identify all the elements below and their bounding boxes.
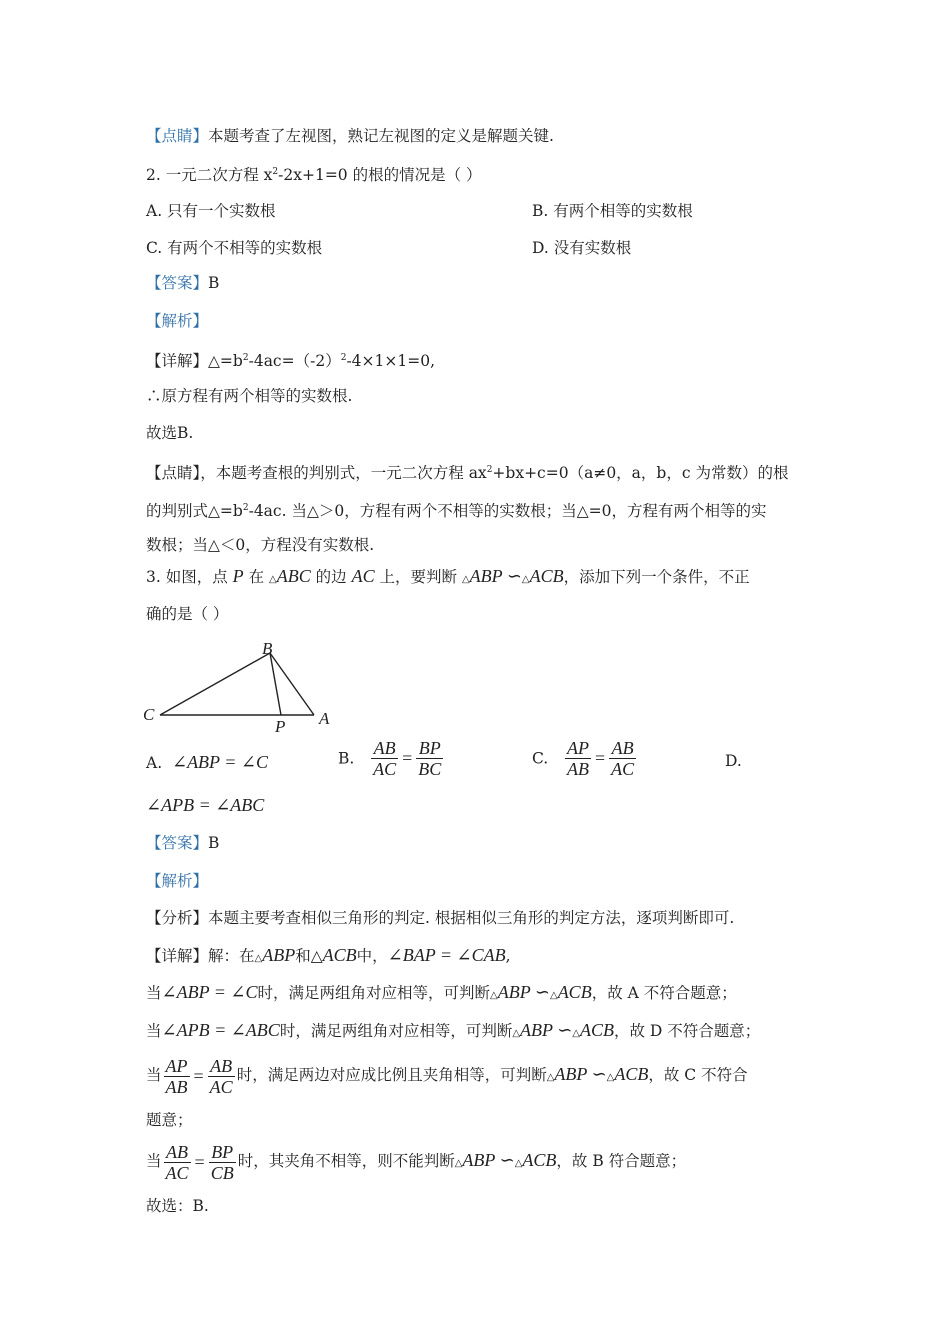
label-p: P: [275, 717, 286, 736]
point-note-1: 【点睛】本题考查了左视图，熟记左视图的定义是解题关键.: [146, 127, 554, 145]
q3-detail-2: 当∠ABP = ∠C时，满足两组角对应相等，可判断△ABP ∽△ACB，故 A 不符合题意；: [146, 982, 737, 1002]
q2-stem: 2. 一元二次方程 $x^2-2x+1=0$ 的根的情况是（ ）: [146, 166, 482, 184]
q3-option-a: A. ∠ABP = ∠C: [146, 752, 268, 772]
label-b: B: [262, 639, 273, 658]
q3-detail-4-wrap: 题意；: [146, 1111, 193, 1129]
q3-option-d: ∠APB = ∠ABC: [146, 795, 265, 815]
q3-option-b: B. $\frac{AB}{AC}$ = $\frac{BP}{BC}$: [338, 738, 442, 779]
q2-option-c: C. 有两个不相等的实数根: [146, 239, 323, 257]
q2-choose: 故选B.: [146, 424, 194, 442]
q2-option-d: D. 没有实数根: [532, 239, 632, 257]
q2-point-line1: 【点睛】，本题考查根的判别式，一元二次方程 $ax^2+bx+c=0(a\ne 0$，a，b，c 为常数）的根: [146, 464, 789, 482]
q3-stem-line1: 3. 如图，点 P 在 △ABC 的边 AC 上，要判断 △ABP ∽△ACB，添加下列一个条件，不正: [146, 566, 750, 586]
label-c: C: [143, 705, 155, 724]
triangle-figure: [136, 634, 346, 738]
q3-stem-line2: 确的是（ ）: [146, 605, 229, 623]
q3-fenxi: 【分析】本题主要考查相似三角形的判定. 根据相似三角形的判定方法，逐项判断即可.: [146, 909, 735, 927]
q3-choose: 故选：B.: [146, 1197, 209, 1215]
q2-therefore: ∴原方程有两个相等的实数根.: [146, 387, 353, 405]
q2-detail: 【详解】$\triangle=b^2-4ac=(-2)^2-4\times 1\times 1=0$,: [146, 352, 436, 370]
q2-option-a: A. 只有一个实数根: [146, 202, 276, 220]
label-a: A: [319, 709, 330, 728]
q3-answer: 【答案】B: [146, 834, 220, 852]
q3-detail-4: 当 $\frac{AP}{AB}$ = $\frac{AB}{AC}$ 时，满足两边对应成比例且夹角相等，可判断△ABP ∽△ACB，故 C 不符合: [146, 1055, 748, 1097]
q2-option-b: B. 有两个相等的实数根: [532, 202, 693, 220]
q3-detail-5: 当 $\frac{AB}{AC}$ = $\frac{BP}{CB}$ 时，其夹角不相等，则不能判断△ABP ∽△ACB，故 B 符合题意；: [146, 1141, 687, 1183]
segment-cb: [160, 653, 270, 715]
q2-answer: 【答案】B: [146, 274, 220, 292]
segment-ba: [270, 653, 314, 715]
q3-option-d-label: D.: [725, 752, 742, 770]
q2-point-line2: 的判别式$\triangle=b^2-4ac$. 当△＞0，方程有两个不相等的实数根；当△=0，方程有两个相等的实: [146, 502, 767, 520]
q3-detail-1: 【详解】解：在△ABP和△ACB中，∠BAP = ∠CAB,: [146, 945, 511, 965]
segment-bp: [270, 653, 281, 715]
q2-analysis-tag: 【解析】: [146, 312, 209, 330]
q2-point-line3: 数根；当△＜0，方程没有实数根.: [146, 536, 375, 554]
q3-option-c: C. $\frac{AP}{AB}$ = $\frac{AB}{AC}$: [532, 738, 635, 779]
q3-analysis-tag: 【解析】: [146, 872, 209, 890]
q3-detail-3: 当∠APB = ∠ABC时，满足两组角对应相等，可判断△ABP ∽△ACB，故 D 不符合题意；: [146, 1020, 761, 1040]
